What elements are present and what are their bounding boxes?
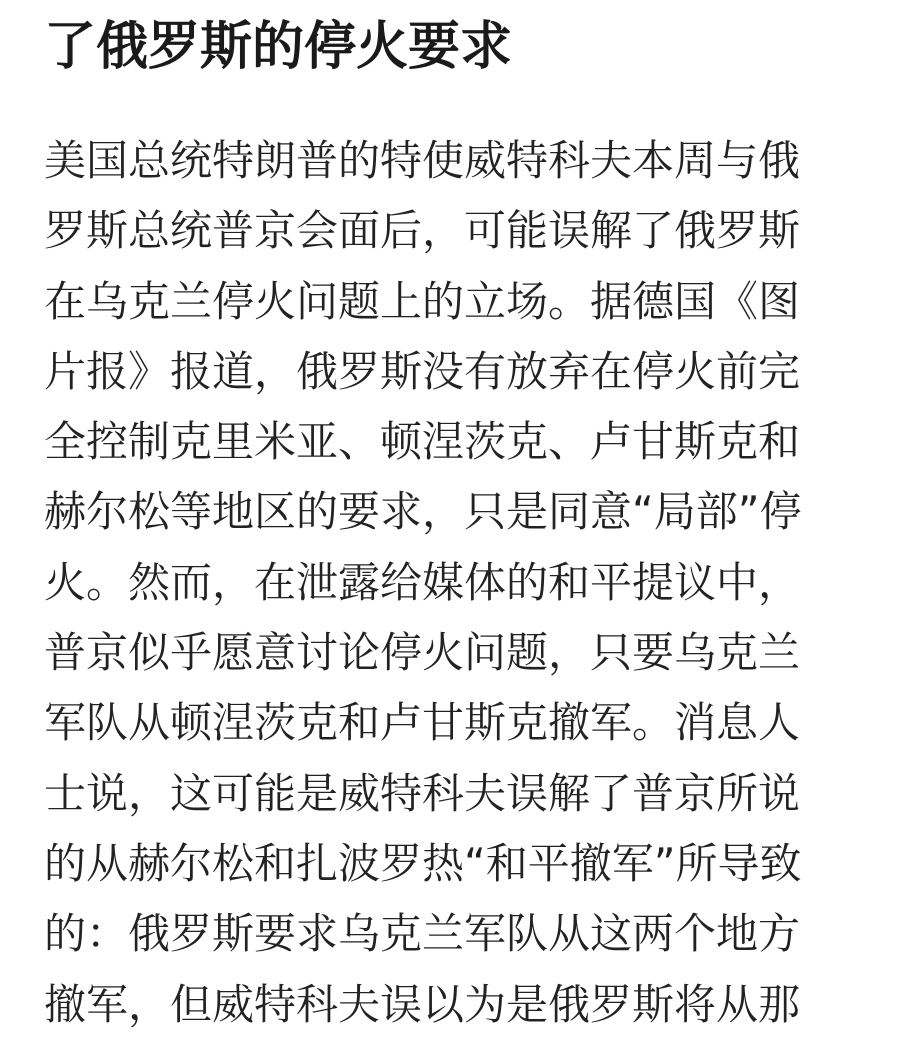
paragraph-line: 普京似乎愿意讨论停火问题，只要乌克兰 <box>44 628 801 678</box>
paragraph-line: 在乌克兰停火问题上的立场。据德国《图 <box>44 276 801 326</box>
paragraph-line: 美国总统特朗普的特使威特科夫本周与俄 <box>44 136 801 185</box>
paragraph-line: 全控制克里米亚、顿涅茨克、卢甘斯克和 <box>44 417 801 467</box>
paragraph-line: 军队从顿涅茨克和卢甘斯克撤军。消息人 <box>44 698 801 748</box>
article-body <box>44 126 894 1040</box>
paragraph-line: 的：俄罗斯要求乌克兰军队从这两个地方 <box>44 909 801 959</box>
paragraph-line: 的从赫尔松和扎波罗热“和平撤军”所导致 <box>44 838 802 888</box>
paragraph-line: 火。然而，在泄露给媒体的和平提议中， <box>44 557 801 607</box>
paragraph-line: 撤军，但威特科夫误以为是俄罗斯将从那 <box>44 979 801 1029</box>
paragraph-line: 罗斯总统普京会面后，可能误解了俄罗斯 <box>44 206 801 256</box>
article-title: 了俄罗斯的停火要求 <box>44 17 513 77</box>
paragraph-line: 片报》报道，俄罗斯没有放弃在停火前完 <box>44 346 801 396</box>
paragraph-line: 士说，这可能是威特科夫误解了普京所说 <box>44 768 801 818</box>
paragraph-line: 赫尔松等地区的要求，只是同意“局部”停 <box>44 487 802 537</box>
